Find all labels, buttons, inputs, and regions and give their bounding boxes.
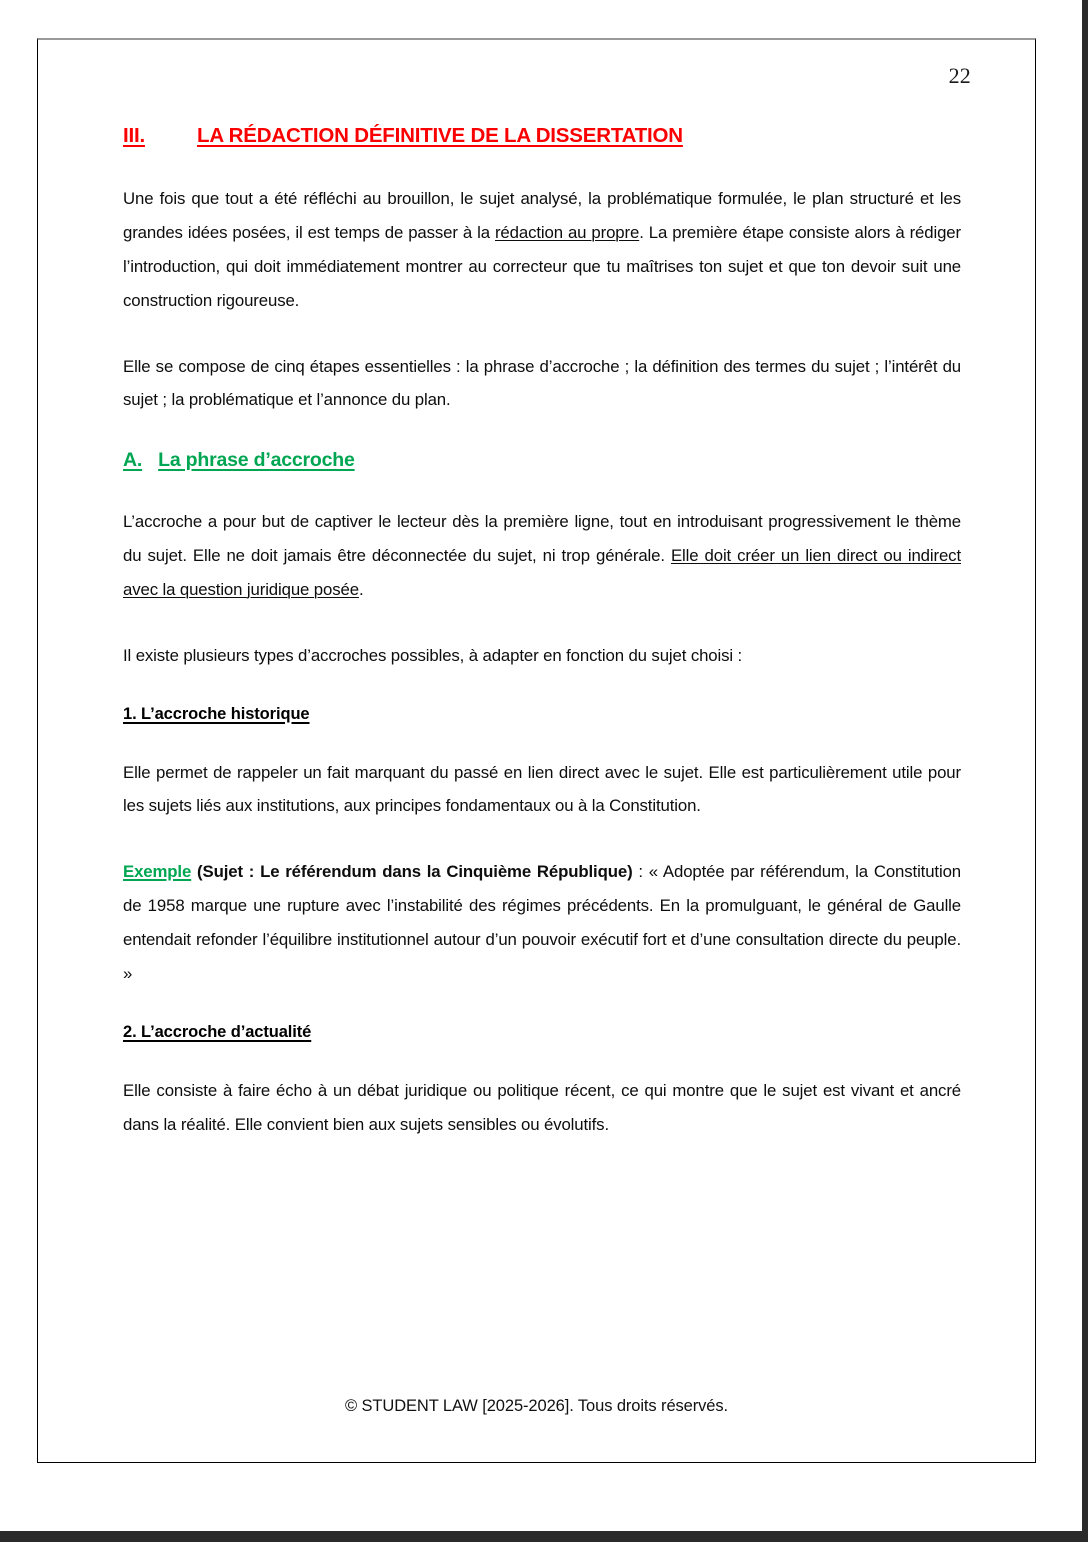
item-heading-1-wrap (123, 705, 961, 724)
paragraph-intro-1 (123, 182, 961, 318)
paragraph-exemple (123, 855, 961, 991)
section-heading (123, 124, 961, 148)
intro-1-underlined: rédaction au propre (494, 222, 640, 242)
page-inner (38, 40, 1035, 1462)
accroche-1-underlined: Elle doit créer un lien direct ou indirect avec la question juridique posée (123, 545, 961, 599)
paragraph-accroche-1 (123, 505, 961, 607)
subsection-heading-title: La phrase d’accroche (158, 448, 355, 471)
intro-1-text-b: . La première étape consiste alors à rédiger l’introduction, qui doit immédiatement montrer au correcteur que tu maîtrises ton sujet et que ton devoir suit une construction rigoureuse. (123, 222, 961, 310)
paragraph-accroche-2: Il existe plusieurs types d’accroches possibles, à adapter en fonction du sujet choisi : (123, 645, 743, 665)
subsection-heading (123, 449, 961, 472)
section-heading-title: LA RÉDACTION DÉFINITIVE DE LA DISSERTATION (197, 124, 683, 147)
document-page (37, 38, 1036, 1463)
exemple-body: : « Adoptée par référendum, la Constitution de 1958 marque une rupture avec l’instabilité des régimes précédents. En la promulguant, le général de Gaulle entendait refonder l’équilibre institutionnel autour d’un pouvoir exécutif fort et d’une consultation directe du peuple. » (123, 862, 962, 984)
page-number: 22 (948, 63, 971, 88)
page-footer: © STUDENT LAW [2025-2026]. Tous droits réservés. (344, 1397, 729, 1415)
exemple-label: Exemple (123, 862, 192, 882)
exemple-subject: (Sujet : Le référendum dans la Cinquième République) (191, 862, 633, 882)
accroche-1-text-a: L’accroche a pour but de captiver le lecteur dès la première ligne, tout en introduisant progressivement le thème du sujet. Elle ne doit jamais être déconnectée du sujet, ni trop générale. (123, 511, 961, 565)
viewer-right-edge (1082, 0, 1088, 1542)
subsection-heading-letter: A. (123, 448, 143, 471)
item-heading-2: 2. L’accroche d’actualité (123, 1023, 312, 1042)
item-heading-2-wrap (123, 1023, 961, 1042)
paragraph-intro-2: Elle se compose de cinq étapes essentielles : la phrase d’accroche ; la définition des termes du sujet ; l’intérêt du sujet ; la problématique et l’annonce du plan. (123, 356, 961, 410)
viewer-bottom-edge (0, 1531, 1088, 1542)
section-heading-number: III. (123, 124, 145, 147)
paragraph-actualite-body: Elle consiste à faire écho à un débat juridique ou politique récent, ce qui montre que le sujet est vivant et ancré dans la réalité. Elle convient bien aux sujets sensibles ou évolutifs. (123, 1081, 961, 1135)
item-heading-1: 1. L’accroche historique (123, 704, 310, 723)
paragraph-historique-body: Elle permet de rappeler un fait marquant du passé en lien direct avec le sujet. Elle est particulièrement utile pour les sujets liés aux institutions, aux principes fondamentaux ou à la Constitution. (123, 762, 961, 816)
page-content (123, 124, 961, 1142)
accroche-1-text-b: . (358, 579, 364, 599)
intro-1-text-a: Une fois que tout a été réfléchi au brouillon, le sujet analysé, la problématique formulée, le plan structuré et les grandes idées posées, il est temps de passer à la (123, 189, 961, 242)
